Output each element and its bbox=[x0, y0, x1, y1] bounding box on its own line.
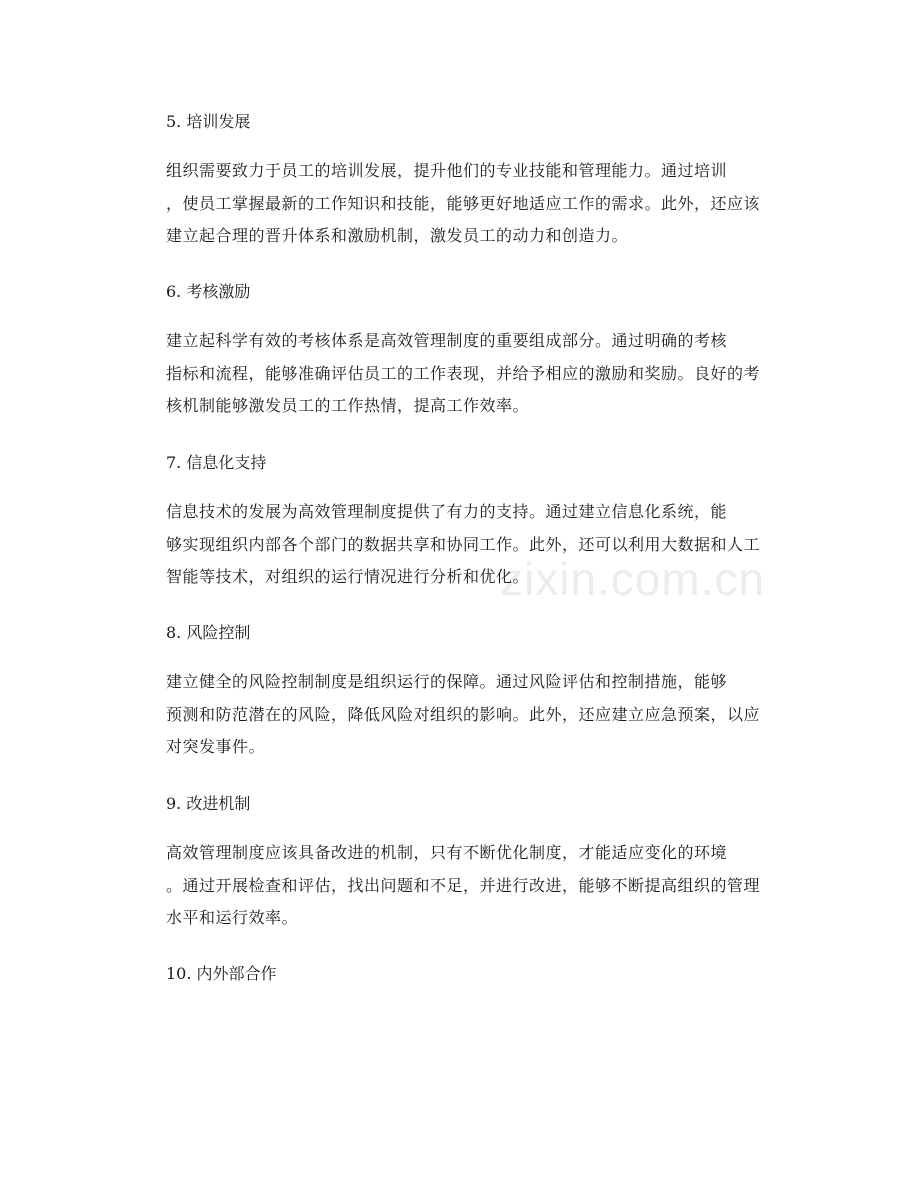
section-heading-5: 5. 培训发展 bbox=[166, 112, 251, 131]
section-heading-6: 6. 考核激励 bbox=[166, 282, 251, 301]
section-heading-9: 9. 改进机制 bbox=[166, 794, 251, 813]
section-body-5: 组织需要致力于员工的培训发展，提升他们的专业技能和管理能力。通过培训 ，使员工掌握最新的工作知识和技能，能够更好地适应工作的需求。此外，还应该 建立起合理的晋升体系和激励机制，激发员工的动力和创造力。 bbox=[166, 161, 761, 245]
section-body-9: 高效管理制度应该具备改进的机制，只有不断优化制度，才能适应变化的环境 。通过开展检查和评估，找出问题和不足，并进行改进，能够不断提高组织的管理 水平和运行效率。 bbox=[166, 843, 761, 927]
watermark: zixin.com.cn bbox=[500, 553, 766, 605]
section-heading-8: 8. 风险控制 bbox=[166, 623, 251, 642]
section-body-6: 建立起科学有效的考核体系是高效管理制度的重要组成部分。通过明确的考核 指标和流程，能够准确评估员工的工作表现，并给予相应的激励和奖励。良好的考 核机制能够激发员工的工作热情，提高工作效率。 bbox=[166, 331, 761, 415]
section-heading-10: 10. 内外部合作 bbox=[166, 964, 277, 983]
section-body-7: 信息技术的发展为高效管理制度提供了有力的支持。通过建立信息化系统，能 够实现组织内部各个部门的数据共享和协同工作。此外，还可以利用大数据和人工 智能等技术，对组织的运行情况进行分析和优化。 bbox=[166, 502, 761, 586]
section-body-8: 建立健全的风险控制制度是组织运行的保障。通过风险评估和控制措施，能够 预测和防范潜在的风险，降低风险对组织的影响。此外，还应建立应急预案，以应 对突发事件。 bbox=[166, 672, 761, 756]
section-heading-7: 7. 信息化支持 bbox=[166, 453, 267, 472]
